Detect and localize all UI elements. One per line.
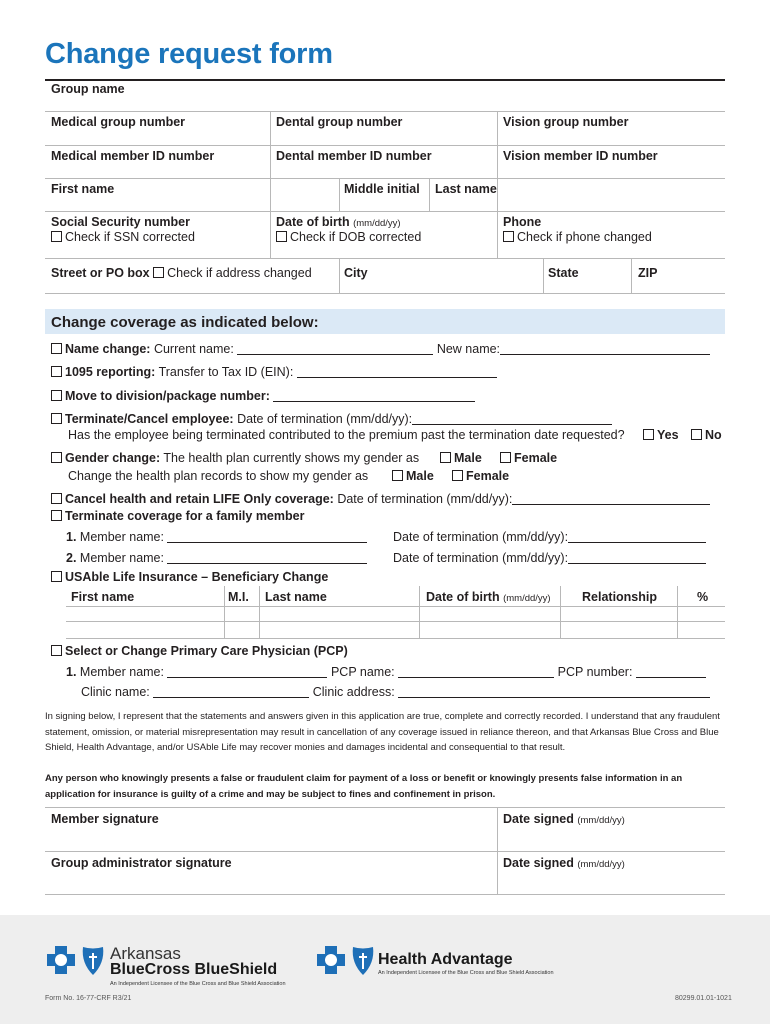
street-field[interactable] — [51, 266, 312, 280]
row-number: 1. — [66, 530, 77, 544]
field-label: Date of termination (mm/dd/yy): — [337, 492, 513, 506]
state-field[interactable]: State — [548, 266, 579, 280]
zip-field[interactable]: ZIP — [638, 266, 658, 280]
checkbox-label: Check if DOB corrected — [290, 230, 422, 244]
checkbox-box[interactable] — [276, 231, 287, 242]
phone-field[interactable]: Phone — [503, 215, 542, 229]
bcbs-text: BlueCross BlueShield — [110, 961, 278, 978]
checkbox-box[interactable] — [51, 510, 62, 521]
checkbox-box[interactable] — [440, 452, 451, 463]
member-name-input[interactable] — [167, 531, 367, 543]
table-header-dob — [426, 590, 551, 604]
group-name-field[interactable]: Group name — [51, 82, 125, 96]
checkbox-label: Female — [466, 469, 510, 483]
health-advantage-logo-icon — [315, 944, 385, 978]
cancel-health-option[interactable] — [51, 492, 710, 506]
new-male-checkbox[interactable] — [392, 469, 434, 483]
dob-format: (mm/dd/yy) — [353, 218, 401, 229]
terminate-employee-option[interactable] — [51, 412, 612, 426]
terminate-family-option[interactable] — [51, 509, 304, 523]
field-label: Date signed — [503, 856, 574, 870]
row-number: 1. — [66, 665, 77, 679]
table-col-divider — [560, 586, 561, 638]
checkbox-box[interactable] — [452, 470, 463, 481]
new-name-input[interactable] — [500, 343, 710, 355]
row-divider — [45, 145, 725, 146]
termination-date-input[interactable] — [412, 413, 612, 425]
checkbox-label: No — [705, 428, 722, 442]
member-signature-field[interactable]: Member signature — [51, 812, 159, 826]
dob-corrected-checkbox[interactable] — [276, 230, 421, 244]
member-date-signed-field[interactable] — [503, 812, 625, 826]
current-female-checkbox[interactable] — [500, 451, 557, 465]
row-divider — [45, 211, 725, 212]
form-number: Form No. 16-77-CRF R3/21 — [45, 995, 132, 1002]
field-format: (mm/dd/yy) — [577, 859, 625, 870]
header-format: (mm/dd/yy) — [503, 593, 551, 604]
last-name-field[interactable]: Last name — [435, 182, 497, 196]
field-label: Date of termination (mm/dd/yy): — [393, 551, 569, 565]
contributed-yes-checkbox[interactable] — [643, 428, 679, 442]
contributed-no-checkbox[interactable] — [691, 428, 722, 442]
checkbox-box[interactable] — [691, 429, 702, 440]
vision-member-id-field[interactable]: Vision member ID number — [503, 149, 658, 163]
gender-change-option[interactable] — [51, 451, 419, 465]
col-divider — [270, 111, 271, 211]
checkbox-label: Yes — [657, 428, 679, 442]
checkbox-label: Check if address changed — [167, 266, 312, 280]
table-rule — [66, 606, 725, 607]
select-pcp-option[interactable] — [51, 644, 348, 658]
table-col-divider — [259, 586, 260, 638]
current-name-input[interactable] — [237, 343, 433, 355]
field-label: Date of termination (mm/dd/yy): — [237, 412, 413, 426]
dental-group-number-field[interactable]: Dental group number — [276, 115, 403, 129]
field-label: Date signed — [503, 812, 574, 826]
ha-subtitle: An Independent Licensee of the Blue Cross and Blue Shield Association — [378, 970, 554, 976]
pcp-number-input[interactable] — [636, 666, 706, 678]
table-header-percent: % — [697, 590, 709, 604]
col-divider — [631, 258, 632, 293]
row-divider — [45, 851, 725, 852]
fraud-warning: Any person who knowingly presents a false or fraudulent claim for payment of a loss or benefit or knowingly presents false information in an application for insurance is guilty of a crime and may be subject to fines and confinement in prison. — [45, 773, 683, 800]
col-divider — [497, 211, 498, 258]
col-divider — [497, 807, 498, 894]
field-format: (mm/dd/yy) — [577, 815, 625, 826]
current-male-checkbox[interactable] — [440, 451, 482, 465]
field-label: PCP name: — [330, 665, 395, 679]
member-date-input[interactable] — [568, 552, 706, 564]
disclaimer-text: In signing below, I represent that the statements and answers given in this application are true, complete and correctly recorded. I understand that any fraudulent statement, omission, or material misrepresentation may result in cancellation of any coverage issued in reliance thereon, and that Arkansas Blue Cross and Blue Shield, Health Advantage, and/or USAble Life may recover monies and damages incidental and consequential to that result. — [45, 711, 720, 753]
vision-group-number-field[interactable]: Vision group number — [503, 115, 629, 129]
field-label: Clinic name: — [81, 685, 150, 699]
first-name-field[interactable]: First name — [51, 182, 115, 196]
ssn-field[interactable]: Social Security number — [51, 215, 190, 229]
division-input[interactable] — [273, 390, 475, 402]
checkbox-label: Check if SSN corrected — [65, 230, 195, 244]
reporting-1095-option[interactable] — [51, 365, 497, 379]
dental-member-id-field[interactable]: Dental member ID number — [276, 149, 432, 163]
row-divider — [45, 111, 725, 112]
pcp-member-row — [66, 665, 706, 679]
field-label: Clinic address: — [312, 685, 395, 699]
table-col-divider — [677, 586, 678, 638]
table-col-divider — [224, 586, 225, 638]
family-member-2-date — [393, 551, 706, 565]
field-label: Transfer to Tax ID (EIN): — [158, 365, 294, 379]
checkbox-box[interactable] — [51, 571, 62, 582]
row-divider — [45, 293, 725, 294]
ssn-corrected-checkbox[interactable] — [51, 230, 195, 244]
col-divider — [339, 178, 340, 211]
row-divider — [45, 894, 725, 895]
form-code: 80299.01.01-1021 — [675, 995, 732, 1002]
checkbox-box[interactable] — [51, 343, 62, 354]
clinic-name-input[interactable] — [153, 686, 309, 698]
health-advantage-text: Health Advantage — [378, 951, 513, 968]
option-label: Name change: — [65, 342, 151, 356]
field-label: The health plan currently shows my gender as — [163, 451, 420, 465]
coverage-heading: Change coverage as indicated below: — [51, 314, 319, 331]
pcp-member-name-input[interactable] — [167, 666, 327, 678]
field-label: Member name: — [79, 665, 164, 679]
move-division-option[interactable] — [51, 389, 475, 403]
tax-id-input[interactable] — [297, 366, 497, 378]
medical-group-number-field[interactable]: Medical group number — [51, 115, 186, 129]
usable-life-option[interactable] — [51, 570, 328, 584]
checkbox-label: Check if phone changed — [517, 230, 652, 244]
field-label: Current name: — [153, 342, 234, 356]
option-label: Cancel health and retain LIFE Only coverage: — [65, 492, 334, 506]
family-member-1-date — [393, 530, 706, 544]
checkbox-label: Female — [514, 451, 558, 465]
option-label: Terminate coverage for a family member — [65, 509, 305, 523]
checkbox-box[interactable] — [51, 390, 62, 401]
table-header-first-name: First name — [71, 590, 135, 604]
dob-field[interactable] — [276, 215, 401, 229]
table-col-divider — [419, 586, 420, 638]
field-label: Member name: — [79, 551, 164, 565]
field-label: Member name: — [79, 530, 164, 544]
table-header-mi: M.I. — [228, 590, 249, 604]
member-date-input[interactable] — [568, 531, 706, 543]
option-label: Move to division/package number: — [65, 389, 270, 403]
medical-member-id-field[interactable]: Medical member ID number — [51, 149, 215, 163]
bcbs-logo-icon — [45, 944, 115, 978]
family-member-2-row — [66, 551, 367, 565]
middle-initial-field[interactable]: Middle initial — [344, 182, 420, 196]
row-divider — [45, 178, 725, 179]
group-admin-signature-field[interactable]: Group administrator signature — [51, 856, 232, 870]
new-female-checkbox[interactable] — [452, 469, 509, 483]
table-rule — [66, 621, 725, 622]
table-header-last-name: Last name — [265, 590, 327, 604]
col-divider — [497, 111, 498, 211]
page-title: Change request form — [45, 38, 333, 70]
admin-date-signed-field[interactable] — [503, 856, 625, 870]
option-label: Gender change: — [65, 451, 161, 465]
cancel-date-input[interactable] — [512, 493, 710, 505]
checkbox-box[interactable] — [51, 366, 62, 377]
checkbox-box[interactable] — [51, 413, 62, 424]
field-label: PCP number: — [557, 665, 633, 679]
checkbox-box[interactable] — [392, 470, 403, 481]
arkansas-text: Arkansas — [110, 944, 181, 963]
dob-label: Date of birth — [276, 215, 350, 229]
checkbox-box[interactable] — [643, 429, 654, 440]
gender-change-to-label: Change the health plan records to show my gender as — [68, 469, 369, 483]
col-divider — [270, 211, 271, 258]
bcbs-subtitle: An Independent Licensee of the Blue Cross and Blue Shield Association — [110, 981, 286, 987]
pcp-name-input[interactable] — [398, 666, 554, 678]
address-changed-checkbox[interactable] — [153, 267, 164, 278]
col-divider — [429, 178, 430, 211]
header-text: Date of birth — [426, 590, 500, 604]
option-label: Terminate/Cancel employee: — [65, 412, 234, 426]
checkbox-label: Male — [454, 451, 482, 465]
checkbox-box[interactable] — [51, 452, 62, 463]
table-header-relationship: Relationship — [582, 590, 658, 604]
name-change-option[interactable] — [51, 342, 710, 356]
row-divider — [45, 807, 725, 808]
checkbox-box[interactable] — [503, 231, 514, 242]
clinic-row — [81, 685, 710, 699]
row-divider — [45, 258, 725, 259]
option-label: Select or Change Primary Care Physician (PCP) — [65, 644, 348, 658]
checkbox-box[interactable] — [51, 645, 62, 656]
option-label: 1095 reporting: — [65, 365, 156, 379]
option-label: USAble Life Insurance – Beneficiary Change — [65, 570, 329, 584]
city-field[interactable]: City — [344, 266, 368, 280]
row-number: 2. — [66, 551, 77, 565]
contributed-question: Has the employee being terminated contributed to the premium past the termination date requested? — [68, 428, 625, 442]
clinic-address-input[interactable] — [398, 686, 710, 698]
field-label: Date of termination (mm/dd/yy): — [393, 530, 569, 544]
field-label: New name: — [436, 342, 501, 356]
table-rule — [66, 638, 725, 639]
col-divider — [543, 258, 544, 293]
phone-changed-checkbox[interactable] — [503, 230, 652, 244]
street-label: Street or PO box — [51, 266, 150, 280]
member-name-input[interactable] — [167, 552, 367, 564]
checkbox-label: Male — [406, 469, 434, 483]
title-rule — [45, 79, 725, 81]
family-member-1-row — [66, 530, 367, 544]
checkbox-box[interactable] — [51, 493, 62, 504]
checkbox-box[interactable] — [500, 452, 511, 463]
col-divider — [339, 258, 340, 293]
checkbox-box[interactable] — [51, 231, 62, 242]
